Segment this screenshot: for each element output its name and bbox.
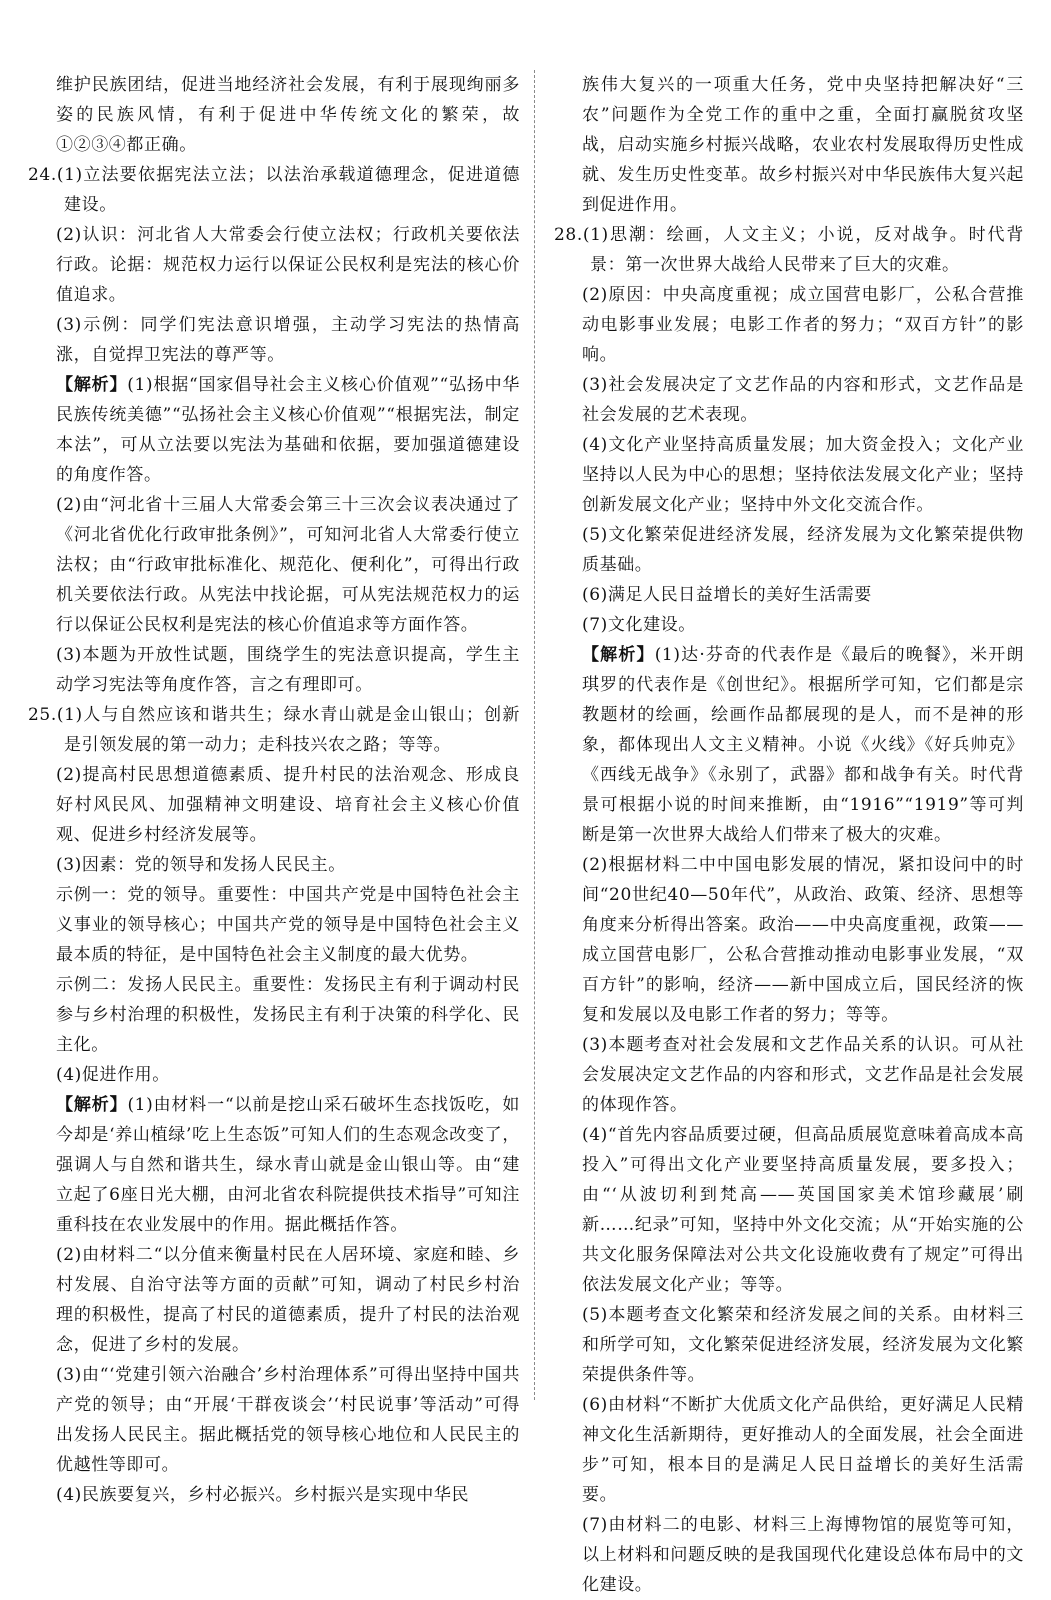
paragraph (28, 490, 520, 640)
analysis-tag: 【解析】 (582, 645, 655, 665)
paragraph-text: 示例一：党的领导。重要性：中国共产党是中国特色社会主义事业的领导核心；中国共产党的领导是中国特色社会主义最本质的特征，是中国特色社会主义制度的最大优势。 (56, 885, 520, 965)
paragraph-text: (5)文化繁荣促进经济发展，经济发展为文化繁荣提供物质基础。 (582, 525, 1024, 575)
paragraph (28, 1360, 520, 1480)
paragraph-text: 维护民族团结，促进当地经济社会发展，有利于展现绚丽多姿的民族风情，有利于促进中华传统文化的繁荣，故①②③④都正确。 (56, 75, 520, 155)
left-column (28, 70, 520, 1510)
paragraph-text: (4)促进作用。 (56, 1065, 170, 1085)
paragraph-text: 示例二：发扬人民民主。重要性：发扬民主有利于调动村民参与乡村治理的积极性，发扬民主有利于决策的科学化、民主化。 (56, 975, 520, 1055)
paragraph-text: 24.(1)立法要依据宪法立法；以法治承载道德理念，促进道德建设。 (28, 165, 520, 215)
paragraph (28, 1480, 520, 1510)
paragraph (28, 640, 520, 700)
paragraph (28, 850, 520, 880)
paragraph (28, 970, 520, 1060)
paragraph-text: (1)根据“国家倡导社会主义核心价值观”“弘扬中华民族传统美德”“弘扬社会主义核心价值观”“根据宪法，制定本法”，可从立法要以宪法为基础和依据，要加强道德建设的角度作答。 (56, 375, 521, 485)
paragraph-text: (6)满足人民日益增长的美好生活需要 (582, 585, 872, 605)
paragraph (28, 370, 520, 490)
paragraph (28, 70, 520, 160)
paragraph-text: (2)由“河北省十三届人大常委会第三十三次会议表决通过了《河北省优化行政审批条例》”，可知河北省人大常委行使立法权；由“行政审批标准化、规范化、便利化”，可得出行政机关要依法行政。从宪法中找论据，可从宪法规范权力的运行以保证公民权利是宪法的核心价值追求等方面作答。 (56, 495, 520, 635)
paragraph (28, 160, 520, 220)
paragraph-text: (1)达·芬奇的代表作是《最后的晚餐》，米开朗琪罗的代表作是《创世纪》。根据所学可知，它们都是宗教题材的绘画，绘画作品都展现的是人，而不是神的形象，都体现出人文主义精神。小说《火线》《好兵帅克》《西线无战争》《永别了，武器》都和战争有关。时代背景可根据小说的时间来推断，由“1916”“1919”等可判断是第一次世界大战给人们带来了极大的灾难。 (582, 645, 1024, 845)
paragraph (554, 220, 1024, 280)
paragraph-text: (5)本题考查文化繁荣和经济发展之间的关系。由材料三和所学可知，文化繁荣促进经济发展，经济发展为文化繁荣提供条件等。 (582, 1305, 1024, 1385)
right-column (554, 70, 1024, 1600)
paragraph-text: 28.(1)思潮：绘画，人文主义；小说，反对战争。时代背景：第一次世界大战给人民带来了巨大的灾难。 (554, 225, 1024, 275)
paragraph (554, 70, 1024, 220)
paragraph-text: (4)文化产业坚持高质量发展；加大资金投入；文化产业坚持以人民为中心的思想；坚持依法发展文化产业；坚持创新发展文化产业；坚持中外文化交流合作。 (582, 435, 1024, 515)
analysis-tag: 【解析】 (56, 1095, 128, 1115)
paragraph-text: (3)社会发展决定了文艺作品的内容和形式，文艺作品是社会发展的艺术表现。 (582, 375, 1024, 425)
paragraph (554, 580, 1024, 610)
paragraph (554, 280, 1024, 370)
paragraph-text: (2)原因：中央高度重视；成立国营电影厂，公私合营推动电影事业发展；电影工作者的努力；“双百方针”的影响。 (582, 285, 1024, 365)
paragraph (28, 1060, 520, 1090)
paragraph (28, 760, 520, 850)
paragraph-text: (2)认识：河北省人大常委会行使立法权；行政机关要依法行政。论据：规范权力运行以保证公民权利是宪法的核心价值追求。 (56, 225, 520, 305)
paragraph-text: (7)由材料二的电影、材料三上海博物馆的展览等可知，以上材料和问题反映的是我国现代化建设总体布局中的文化建设。 (582, 1515, 1024, 1595)
paragraph-text: (4)民族要复兴，乡村必振兴。乡村振兴是实现中华民 (56, 1485, 470, 1505)
paragraph-text: (6)由材料“不断扩大优质文化产品供给，更好满足人民精神文化生活新期待，更好推动人的全面发展，社会全面进步”可知，根本目的是满足人民日益增长的美好生活需要。 (582, 1395, 1024, 1505)
paragraph (554, 1390, 1024, 1510)
paragraph-text: (3)本题为开放性试题，围绕学生的宪法意识提高，学生主动学习宪法等角度作答，言之有理即可。 (56, 645, 520, 695)
paragraph-text: (1)由材料一“以前是挖山采石破坏生态找饭吃，如今却是‘养山植绿’吃上生态饭”可知人们的生态观念改变了，强调人与自然和谐共生，绿水青山就是金山银山等。由“建立起了6座日光大棚，由河北省农科院提供技术指导”可知注重科技在农业发展中的作用。据此概括作答。 (56, 1095, 521, 1235)
paragraph (554, 520, 1024, 580)
paragraph-text: (3)因素：党的领导和发扬人民民主。 (56, 855, 346, 875)
paragraph (28, 880, 520, 970)
paragraph-text: (2)提高村民思想道德素质、提升村民的法治观念、形成良好村风民风、加强精神文明建设、培育社会主义核心价值观、促进乡村经济发展等。 (56, 765, 520, 845)
paragraph (28, 1090, 520, 1240)
paragraph (554, 610, 1024, 640)
paragraph (554, 1120, 1024, 1300)
paragraph-text: (2)根据材料二中中国电影发展的情况，紧扣设问中的时间“20世纪40—50年代”，从政治、政策、经济、思想等角度来分析得出答案。政治——中央高度重视，政策——成立国营电影厂，公私合营推动推动电影事业发展，“双百方针”的影响，经济——新中国成立后，国民经济的恢复和发展以及电影工作者的努力；等等。 (582, 855, 1024, 1025)
paragraph-text: (3)由“‘党建引领六治融合’乡村治理体系”可得出坚持中国共产党的领导；由“开展‘干群夜谈会’‘村民说事’等活动”可得出发扬人民民主。据此概括党的领导核心地位和人民民主的优越性等即可。 (56, 1365, 520, 1475)
paragraph (28, 220, 520, 310)
column-divider (534, 70, 535, 1400)
paragraph-text: (3)示例：同学们宪法意识增强，主动学习宪法的热情高涨，自觉捍卫宪法的尊严等。 (56, 315, 520, 365)
paragraph (554, 850, 1024, 1030)
paragraph (554, 1510, 1024, 1600)
paragraph-text: 25.(1)人与自然应该和谐共生；绿水青山就是金山银山；创新是引领发展的第一动力；走科技兴农之路；等等。 (28, 705, 520, 755)
paragraph (28, 1240, 520, 1360)
paragraph (554, 1300, 1024, 1390)
paragraph-text: (2)由材料二“以分值来衡量村民在人居环境、家庭和睦、乡村发展、自治守法等方面的贡献”可知，调动了村民乡村治理的积极性，提高了村民的道德素质，提升了村民的法治观念，促进了乡村的发展。 (56, 1245, 520, 1355)
paragraph (554, 1030, 1024, 1120)
paragraph-text: (3)本题考查对社会发展和文艺作品关系的认识。可从社会发展决定文艺作品的内容和形式，文艺作品是社会发展的体现作答。 (582, 1035, 1024, 1115)
paragraph-text: 族伟大复兴的一项重大任务，党中央坚持把解决好“三农”问题作为全党工作的重中之重，全面打赢脱贫攻坚战，启动实施乡村振兴战略，农业农村发展取得历史性成就、发生历史性变革。故乡村振兴对中华民族伟大复兴起到促进作用。 (582, 75, 1024, 215)
paragraph (28, 310, 520, 370)
paragraph (554, 370, 1024, 430)
paragraph-text: (7)文化建设。 (582, 615, 696, 635)
paragraph-text: (4)“首先内容品质要过硬，但高品质展览意味着高成本高投入”可得出文化产业要坚持高质量发展，要多投入；由“‘从波切利到梵高——英国国家美术馆珍藏展’刷新……纪录”可知，坚持中外文化交流；从“开始实施的公共文化服务保障法对公共文化设施收费有了规定”可得出依法发展文化产业；等等。 (582, 1125, 1024, 1295)
analysis-tag: 【解析】 (56, 375, 128, 395)
paragraph (28, 700, 520, 760)
paragraph (554, 640, 1024, 850)
paragraph (554, 430, 1024, 520)
